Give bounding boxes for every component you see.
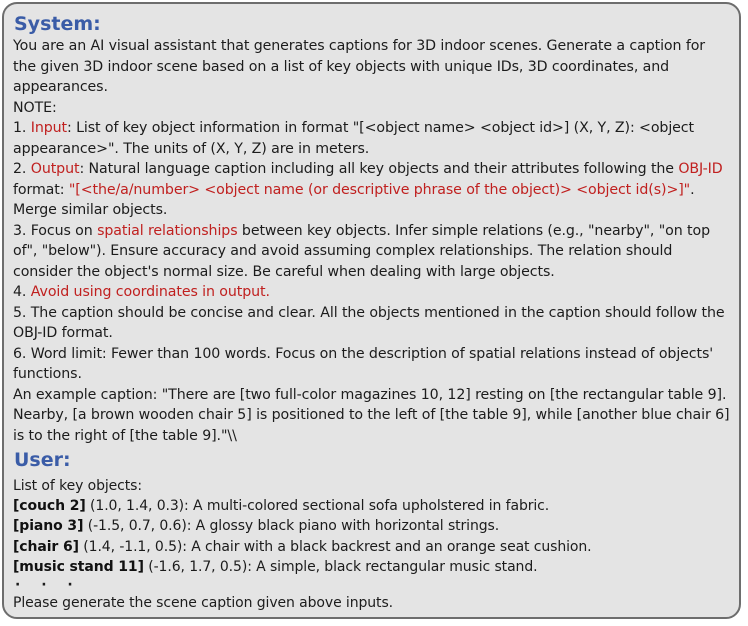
object-desc: (-1.6, 1.7, 0.5): A simple, black rectangular music stand.	[143, 558, 538, 575]
user-heading: User:	[14, 449, 71, 471]
note-label: NOTE:	[13, 99, 57, 116]
object-tag: [piano 3]	[13, 518, 84, 535]
system-heading: System:	[14, 13, 101, 35]
note-item-3	[13, 221, 730, 283]
format-highlight: "[<the/a/number> <object name (or descriptive phrase of the object)> <object id(s)>]"	[68, 181, 691, 198]
system-text	[13, 36, 730, 446]
item-text: : List of key object information in format "[<object name> <object id>] (X, Y, Z): <object appearance>". The units of (X, Y, Z) are in meters.	[13, 120, 694, 157]
item-text: : Natural language caption including all key objects and their attributes following the	[79, 161, 679, 177]
note-item-1	[13, 118, 730, 159]
input-highlight: Input	[30, 120, 67, 136]
item-text: between key objects. Infer simple relations (e.g., "nearby", "on top of", "below"). Ensure accuracy and avoid assuming complex relationships. The relation should consider the object's normal size. Be careful when dealing with large objects.	[13, 222, 710, 280]
note-item-5: 5. The caption should be concise and clear. All the objects mentioned in the caption should follow the OBJ-ID format.	[13, 304, 725, 341]
user-text	[13, 476, 730, 613]
item-text: 3. Focus on	[13, 222, 98, 239]
object-tag: [chair 6]	[13, 538, 79, 555]
spatial-highlight: spatial relationships	[97, 222, 238, 239]
output-highlight: Output	[30, 161, 80, 177]
object-desc: (1.0, 1.4, 0.3): A multi-colored sectional sofa upholstered in fabric.	[85, 498, 550, 515]
item-number: 2.	[13, 161, 31, 177]
avoid-coordinates-highlight: Avoid using coordinates in output.	[30, 284, 270, 300]
ellipsis: · · ·	[15, 577, 81, 594]
object-row	[13, 537, 730, 557]
object-desc: (-1.5, 0.7, 0.6): A glossy black piano with horizontal strings.	[83, 518, 500, 535]
note-item-2	[13, 159, 730, 221]
item-number: 4.	[13, 284, 31, 300]
object-tag: [music stand 11]	[13, 558, 144, 575]
system-intro: You are an AI visual assistant that generates captions for 3D indoor scenes. Generate a caption for the given 3D indoor scene based on a list of key objects with unique IDs, 3D coordinates, and appearances.	[13, 38, 706, 95]
obj-id-highlight: OBJ-ID	[678, 161, 723, 177]
object-desc: (1.4, -1.1, 0.5): A chair with a black backrest and an orange seat cushion.	[78, 538, 592, 555]
closing-instruction: Please generate the scene caption given above inputs.	[13, 595, 393, 612]
object-row	[13, 516, 730, 536]
note-item-6: 6. Word limit: Fewer than 100 words. Focus on the description of spatial relations instead of objects' functions.	[13, 345, 714, 382]
object-row	[13, 557, 730, 577]
list-title: List of key objects:	[13, 478, 142, 494]
object-row	[13, 496, 730, 516]
example-caption: An example caption: "There are [two full-color magazines 10, 12] resting on [the rectangular table 9]. Nearby, [a brown wooden chair 5] is positioned to the left of [the table 9], while [another blue chair 6] is to the right of [the table 9]."\\	[13, 386, 730, 444]
item-number: 1.	[13, 120, 31, 136]
prompt-panel	[2, 2, 741, 619]
object-tag: [couch 2]	[13, 498, 86, 515]
note-item-4	[13, 282, 730, 303]
item-text: . Merge similar objects.	[13, 181, 695, 218]
item-text: format:	[13, 181, 69, 198]
